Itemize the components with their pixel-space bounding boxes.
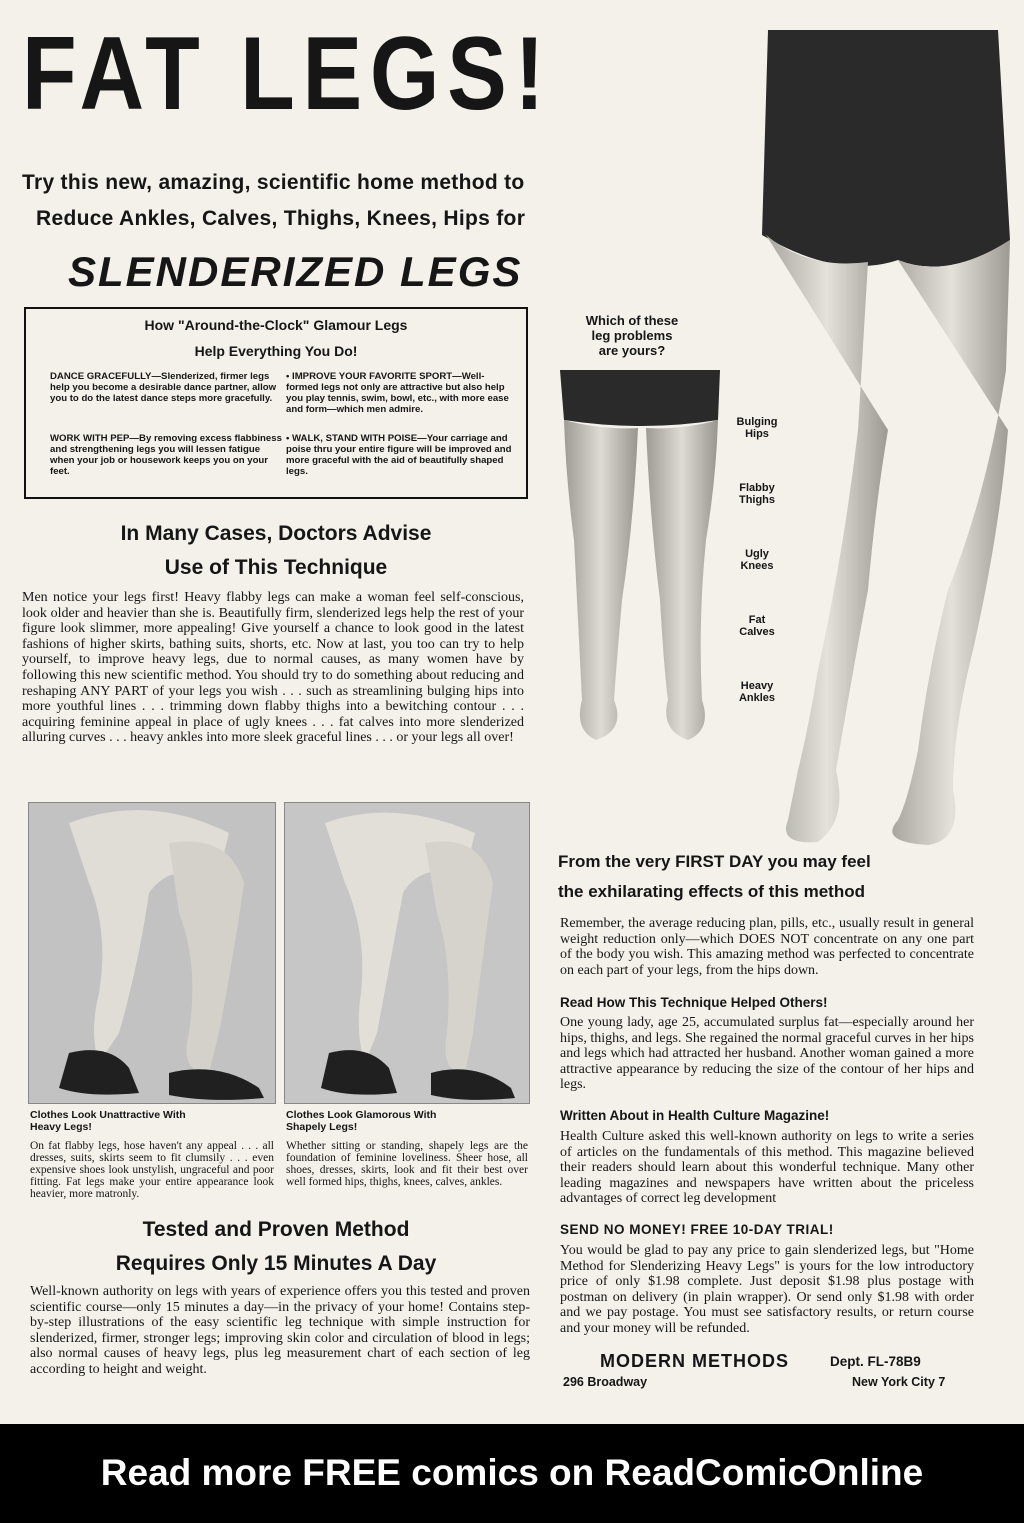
box-item-text: —Well-formed legs not only are attractive but also help you play tennis, swim, bowl, etc., with more ease and form—which men admire. <box>286 371 509 415</box>
left-caption: On fat flabby legs, hose haven't any appeal . . . all dresses, suits, skirts seem to fit clumsily . . . even expensive shoes look unstylish, ungraceful and poor fitting. Fat legs make your entire appearance look heavier, more matronly. <box>30 1140 274 1200</box>
box-item-text: —Slenderized, firmer legs help you become a desirable dance partner, allow you to do the latest dance steps more gracefully. <box>50 371 277 404</box>
problem-label-calves: Fat Calves <box>739 614 775 638</box>
read-paragraph: One young lady, age 25, accumulated surplus fat—especially around her hips, thighs, and legs. She regained the normal graceful curves in her hips and legs which had attracted her husband. Another woman gained a more attractive appearance by reducing the size of the contour of her hips and legs. <box>560 1015 974 1093</box>
written-paragraph: Health Culture asked this well-known authority on legs to write a series of articles on the fundamentals of this method. This magazine believed their readers should learn about this wonderful technique. Many other leading magazines and newspapers have written about the priceless advantages of correct leg development <box>560 1129 974 1207</box>
footer-banner[interactable] <box>0 1424 1024 1523</box>
written-heading: Written About in Health Culture Magazine! <box>560 1108 830 1123</box>
tested-paragraph: Well-known authority on legs with years of experience offers you this tested and proven scientific course—only 15 minutes a day—in the privacy of your home! Contains step-by-step illustrations of the easy scientific leg technique with simple instruction for slenderized, firmer, stronger legs; improving skin color and circulation of blood in legs; also normal causes of heavy legs, plus leg measurement chart of each section of leg according to height and weight. <box>30 1284 530 1377</box>
hero-legs-photo <box>748 30 1018 850</box>
problem-label-ankles: Heavy Ankles <box>738 680 776 704</box>
tested-heading-line1: Tested and Proven Method <box>142 1218 410 1241</box>
right-caption: Whether sitting or standing, shapely legs are the foundation of feminine loveliness. Sheer hose, all shoes, dresses, skirts, look and fit their best over well formed hips, thighs, knees, calves, ankles. <box>286 1140 528 1188</box>
box-item-text: —By removing excess flabbiness and strengthening legs you will lessen fatigue when your job or housework keeps you on your feet. <box>50 433 282 477</box>
firstday-heading-line1: From the very FIRST DAY you may feel <box>558 852 871 871</box>
tested-heading-line2: Requires Only 15 Minutes A Day <box>115 1252 437 1275</box>
company-dept: Dept. FL-78B9 <box>830 1354 921 1369</box>
footer-banner-text[interactable]: Read more FREE comics on ReadComicOnline <box>100 1452 924 1493</box>
question-text: Which of these leg problems are yours? <box>585 313 679 358</box>
box-item-head: • WALK, STAND WITH POISE <box>286 433 418 444</box>
subhead-line1: Try this new, amazing, scientific home method to <box>22 171 525 194</box>
send-heading: SEND NO MONEY! FREE 10-DAY TRIAL! <box>560 1222 834 1237</box>
company-name: MODERN METHODS <box>600 1351 789 1371</box>
box-item-dance <box>50 371 286 404</box>
problem-label-thighs: Flabby Thighs <box>738 482 776 506</box>
doctors-heading-line1: In Many Cases, Doctors Advise <box>120 522 432 545</box>
problem-label-hips: Bulging Hips <box>736 416 778 440</box>
box-item-walk <box>286 433 512 477</box>
box-item-work <box>50 433 286 477</box>
subhead-line2: Reduce Ankles, Calves, Thighs, Knees, Hips for <box>36 207 526 230</box>
box-item-head: • IMPROVE YOUR FAVORITE SPORT <box>286 371 453 382</box>
problem-label-knees: Ugly Knees <box>740 548 774 572</box>
firstday-heading-line2: the exhilarating effects of this method <box>558 882 865 901</box>
company-address: 296 Broadway <box>563 1375 648 1389</box>
send-paragraph: You would be glad to pay any price to gain slenderized legs, but "Home Method for Slenderizing Heavy Legs" is yours for the low introductory price of only $1.98 complete. Just deposit $1.98 plus postage with postman on delivery (in plain wrapper). Or send only $1.98 with order and we pay postage. You must see satisfactory results, or return course and your money will be refunded. <box>560 1243 974 1336</box>
heavy-legs-photo <box>28 802 276 1104</box>
doctors-heading-line2: Use of This Technique <box>164 556 388 579</box>
main-paragraph: Men notice your legs first! Heavy flabby legs can make a woman feel self-conscious, look older and heavier than she is. Beautifully firm, slenderized legs help the rest of your figure look slimmer, more appealing! Give yourself a chance to look good in the latest fashions of higher skirts, bathing suits, shorts, etc. Now at last, you too can try to help yourself, to improve heavy legs, due to normal causes, as many women have by following this new scientific method. You should try to do something about reducing and reshaping ANY PART of your legs you wish . . . such as streamlining bulging hips into more youthful lines . . . trimming down flabby thighs into a bewitching contour . . . acquiring feminine appeal in place of ugly knees . . . fat calves into more slenderized alluring curves . . . heavy ankles into more sleek graceful lines . . . or your legs all over! <box>22 590 524 746</box>
headline: FAT LEGS! <box>22 16 553 132</box>
company-city: New York City 7 <box>852 1375 946 1389</box>
box-item-sport <box>286 371 512 415</box>
box-item-head: WORK WITH PEP <box>50 433 130 444</box>
problem-legs-photo <box>556 370 728 750</box>
left-caption-head: Clothes Look Unattractive With Heavy Legs! <box>30 1109 186 1133</box>
box-item-head: DANCE GRACEFULLY <box>50 371 152 382</box>
right-caption-head: Clothes Look Glamorous With Shapely Legs! <box>286 1109 437 1133</box>
subhead-big: SLENDERIZED LEGS <box>68 248 523 295</box>
box-item-text: —Your carriage and poise thru your entire figure will be improved and more graceful with the aid of beautifully shaped legs. <box>286 433 512 477</box>
shapely-legs-photo <box>284 802 530 1104</box>
firstday-paragraph: Remember, the average reducing plan, pills, etc., usually result in general weight reduction only—which DOES NOT concentrate on any one part of the body you wish. This amazing method was perfected to concentrate on each part of your legs, from the hips down. <box>560 916 974 978</box>
box-title-line1: How "Around-the-Clock" Glamour Legs <box>144 317 408 333</box>
read-heading: Read How This Technique Helped Others! <box>560 995 828 1010</box>
glamour-box <box>24 307 528 499</box>
box-title-line2: Help Everything You Do! <box>194 343 358 359</box>
